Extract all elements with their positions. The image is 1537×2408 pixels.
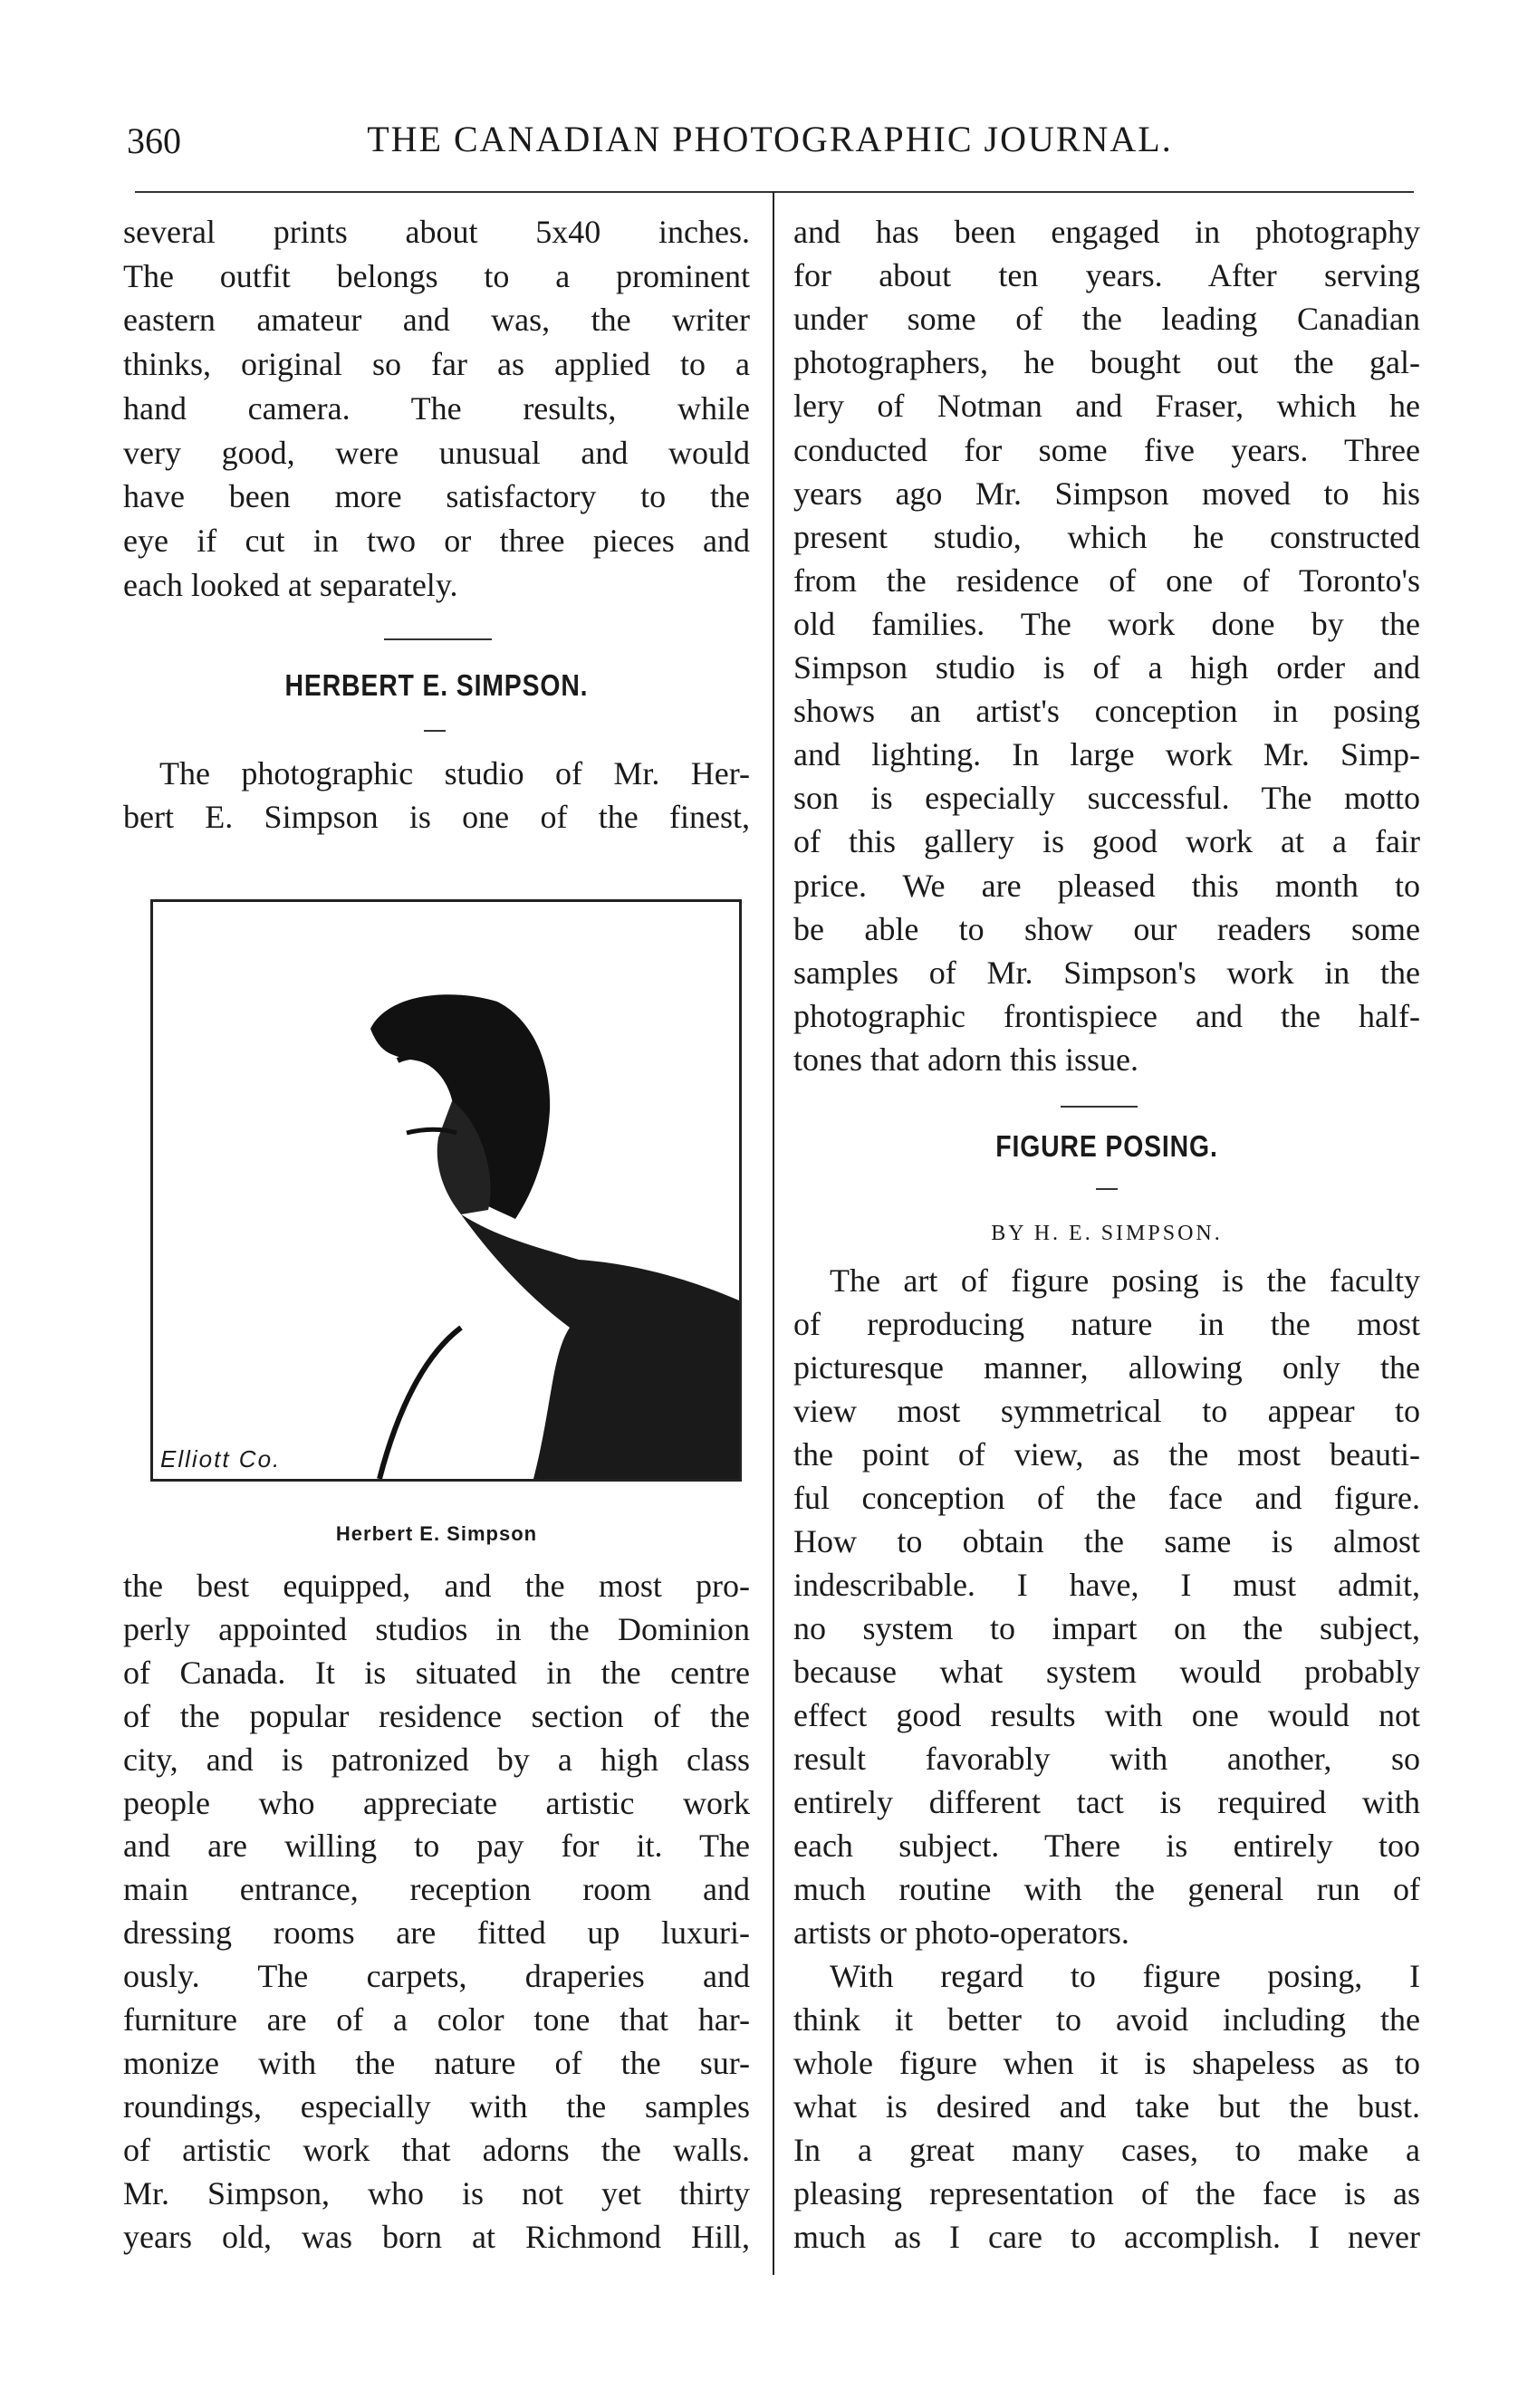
text-line: several prints about 5x40 inches. [123, 214, 750, 250]
text-line: what is desired and take but the bust. [793, 2088, 1420, 2125]
text-line: Mr. Simpson, who is not yet thirty [123, 2175, 750, 2211]
text-line: of this gallery is good work at a fair [793, 823, 1420, 859]
text-line: and lighting. In large work Mr. Simp- [793, 736, 1420, 772]
text-line: main entrance, reception room and [123, 1871, 750, 1907]
text-line: much routine with the general run of [793, 1871, 1420, 1907]
text-line: furniture are of a color tone that har- [123, 2001, 750, 2038]
running-head: THE CANADIAN PHOTOGRAPHIC JOURNAL. [367, 119, 1173, 159]
text-line: In a great many cases, to make a [793, 2132, 1420, 2168]
text-line: of Canada. It is situated in the centre [123, 1655, 750, 1691]
heading-dash [424, 730, 446, 732]
text-line: The photographic studio of Mr. Her- [159, 755, 750, 791]
text-line: years old, was born at Richmond Hill, [123, 2219, 750, 2255]
text-line: How to obtain the same is almost [793, 1523, 1420, 1559]
header-rule [135, 191, 1414, 193]
article-heading: HERBERT E. SIMPSON. [284, 668, 589, 702]
text-line: the best equipped, and the most pro- [123, 1568, 750, 1604]
text-line: years ago Mr. Simpson moved to his [793, 475, 1420, 512]
page-number: 360 [127, 120, 181, 161]
portrait-image [153, 902, 739, 1479]
text-line: whole figure when it is shapeless as to [793, 2045, 1420, 2081]
text-line: very good, were unusual and would [123, 435, 750, 471]
text-line: each subject. There is entirely too [793, 1828, 1420, 1864]
text-line: artists or photo-operators. [793, 1914, 1129, 1951]
text-line: people who appreciate artistic work [123, 1785, 750, 1821]
text-line: eye if cut in two or three pieces and [123, 523, 750, 559]
text-line: much as I care to accomplish. I never [793, 2219, 1420, 2255]
text-line: and has been engaged in photography [793, 214, 1420, 250]
text-line: result favorably with another, so [793, 1741, 1420, 1777]
text-line: from the residence of one of Toronto's [793, 562, 1420, 599]
text-line: eastern amateur and was, the writer [123, 302, 750, 338]
text-line: of the popular residence section of the [123, 1698, 750, 1734]
text-line: indescribable. I have, I must admit, [793, 1567, 1420, 1603]
text-line: monize with the nature of the sur- [123, 2045, 750, 2081]
text-line: perly appointed studios in the Dominion [123, 1611, 750, 1647]
text-line: have been more satisfactory to the [123, 478, 750, 514]
text-line: picturesque manner, allowing only the [793, 1349, 1420, 1386]
text-line: be able to show our readers some [793, 911, 1420, 947]
text-line: of artistic work that adorns the walls. [123, 2132, 750, 2168]
text-line: tones that adorn this issue. [793, 1041, 1138, 1078]
text-line: shows an artist's conception in posing [793, 693, 1420, 729]
text-line: think it better to avoid including the [793, 2001, 1420, 2038]
article-heading-figure-posing: FIGURE POSING. [995, 1129, 1218, 1163]
section-rule [384, 638, 492, 640]
text-line: thinks, original so far as applied to a [123, 346, 750, 382]
byline: BY H. E. SIMPSON. [991, 1222, 1223, 1245]
text-line: and are willing to pay for it. The [123, 1828, 750, 1864]
text-line: conducted for some five years. Three [793, 432, 1420, 468]
text-line: samples of Mr. Simpson's work in the [793, 955, 1420, 991]
text-line: lery of Notman and Fraser, which he [793, 388, 1420, 424]
portrait-photo [150, 899, 742, 1482]
text-line: son is especially successful. The motto [793, 780, 1420, 816]
text-line: entirely different tact is required with [793, 1784, 1420, 1820]
text-line: bert E. Simpson is one of the finest, [123, 799, 750, 835]
text-line: price. We are pleased this month to [793, 868, 1420, 904]
text-line: present studio, which he constructed [793, 519, 1420, 555]
text-line: for about ten years. After serving [793, 257, 1420, 293]
photo-caption: Herbert E. Simpson [335, 1522, 538, 1545]
text-line: Simpson studio is of a high order and [793, 649, 1420, 686]
text-line: of reproducing nature in the most [793, 1306, 1420, 1342]
engraver-signature: Elliott Co. [160, 1445, 282, 1473]
heading-dash [1096, 1188, 1118, 1190]
text-line: ful conception of the face and figure. [793, 1480, 1420, 1516]
column-divider [773, 192, 774, 2275]
text-line: view most symmetrical to appear to [793, 1393, 1420, 1429]
text-line: pleasing representation of the face is as [793, 2175, 1420, 2211]
text-line: the point of view, as the most beauti- [793, 1436, 1420, 1473]
text-line: old families. The work done by the [793, 606, 1420, 642]
text-line: no system to impart on the subject, [793, 1610, 1420, 1646]
text-line: roundings, especially with the samples [123, 2088, 750, 2125]
text-line: city, and is patronized by a high class [123, 1741, 750, 1778]
text-line: dressing rooms are fitted up luxuri- [123, 1914, 750, 1951]
text-line: effect good results with one would not [793, 1697, 1420, 1733]
section-rule [1061, 1106, 1138, 1108]
text-line: ously. The carpets, draperies and [123, 1958, 750, 1994]
text-line: photographic frontispiece and the half- [793, 998, 1420, 1034]
text-line: photographers, he bought out the gal- [793, 344, 1420, 380]
text-line: The art of figure posing is the faculty [830, 1262, 1420, 1299]
text-line: each looked at separately. [123, 567, 458, 603]
text-line: because what system would probably [793, 1654, 1420, 1690]
text-line: under some of the leading Canadian [793, 301, 1420, 337]
text-line: The outfit belongs to a prominent [123, 258, 750, 294]
text-line: hand camera. The results, while [123, 390, 750, 427]
text-line: With regard to figure posing, I [830, 1958, 1420, 1994]
